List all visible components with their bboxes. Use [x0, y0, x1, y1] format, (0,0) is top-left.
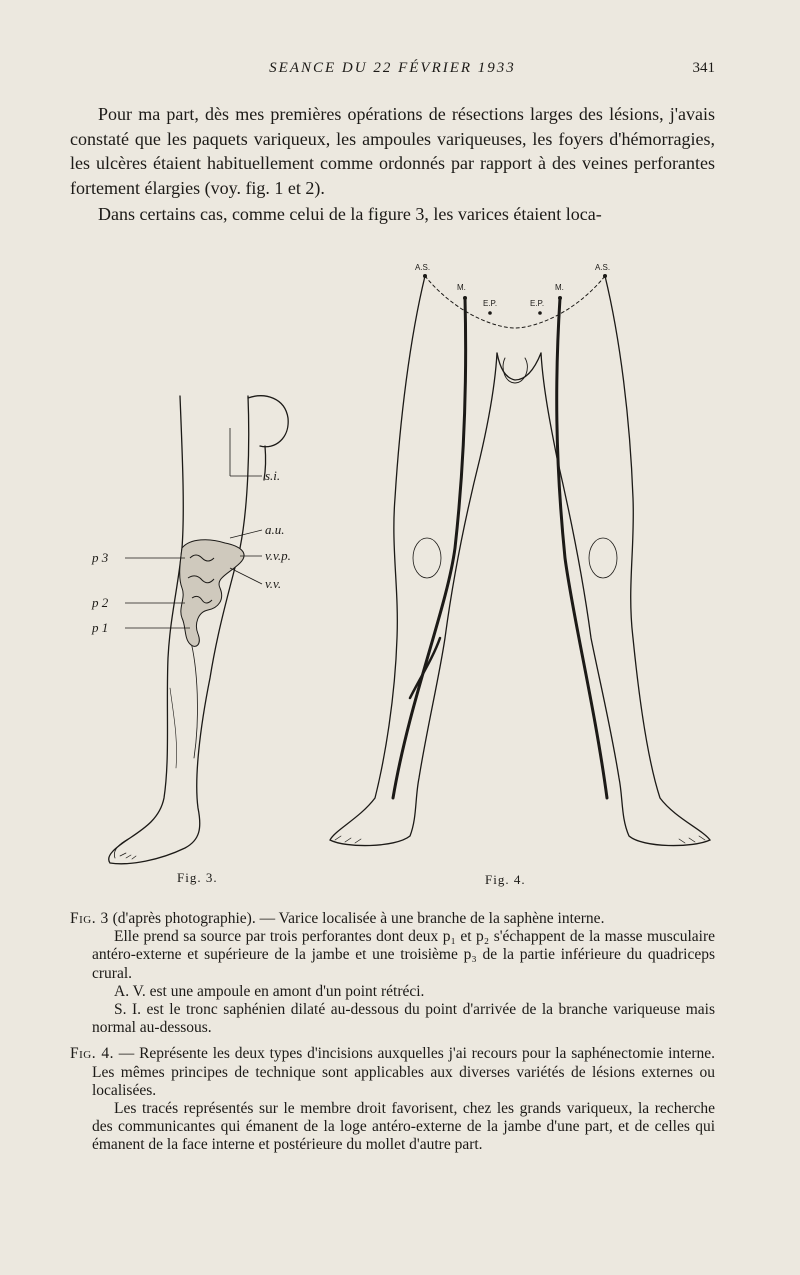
body-text [70, 102, 715, 227]
label-p1: p 1 [92, 620, 109, 635]
legend-fig-4-lead: — Représente les deux types d'incisions auxquelles j'ai recours pour la saphénectomie interne. Les mêmes principes de technique sont applicables aux diverses variétés de lésions externes ou localisées. [92, 1045, 715, 1099]
page-number: 341 [692, 60, 715, 76]
legend-fig-4 [70, 1045, 715, 1154]
legend-fig-3-label: Fig. 3 [70, 910, 109, 927]
label-p3: p 3 [92, 550, 109, 565]
label-au: a.u. [265, 522, 285, 537]
label-m-left: M. [457, 283, 466, 292]
label-as-left: A.S. [415, 263, 431, 272]
label-ep-right: E.P. [530, 299, 545, 308]
label-m-right: M. [555, 283, 564, 292]
legend-fig-3-line-2: A. V. est une ampoule en amont d'un point rétréci. [114, 982, 425, 1000]
figure-legends [70, 910, 715, 1163]
legend-fig-3 [70, 910, 715, 1037]
label-ep-left: E.P. [483, 299, 498, 308]
legend-fig-3-lead: (d'après photographie). — Varice localisée à une branche de la saphène interne. [112, 910, 605, 927]
figure-3-caption: Fig. 3. [177, 870, 218, 885]
figure-4-caption: Fig. 4. [485, 872, 526, 887]
label-as-right: A.S. [595, 263, 611, 272]
label-si: s.i. [265, 468, 281, 483]
label-p2: p 2 [92, 595, 109, 610]
legend-fig-4-line-1: Les tracés représentés sur le membre droit favorisent, chez les grands variqueux, la recherche des communicantes qui émanent de la loge antéro-externe de la jambe d'une part, et de celles qui émanent de la face interne et postérieure du mollet d'autre part. [92, 1100, 715, 1154]
label-vvp: v.v.p. [265, 548, 291, 563]
figure-3-illustration [90, 388, 350, 868]
figures-area [60, 258, 740, 898]
paragraph-1: Pour ma part, dès mes premières opérations de résections larges des lésions, j'avais constaté que les paquets variqueux, les ampoules variqueuses, les foyers d'hémorragies, les ulcères étaient habituellement comme ordonnés par rapport à des veines perforantes fortement élargies (voy. fig. 1 et 2). [70, 104, 715, 198]
figure-4-illustration [315, 258, 725, 868]
label-vv: v.v. [265, 576, 282, 591]
legend-fig-3-line-3: S. I. est le tronc saphénien dilaté au-dessous du point d'arrivée de la branche variqueuse mais normal au-dessous. [92, 1001, 715, 1037]
paragraph-2: Dans certains cas, comme celui de la figure 3, les varices étaient loca- [98, 204, 602, 224]
running-title: SEANCE DU 22 FÉVRIER 1933 [269, 60, 516, 76]
legend-fig-4-label: Fig. 4. [70, 1045, 115, 1063]
legend-fig-3-line-1: Elle prend sa source par trois perforantes dont deux p₁ et p₂ s'échappent de la masse musculaire antéro-externe et supérieure de la jambe et une troisième p₃ de la partie inférieure du quadriceps crural. [92, 928, 715, 982]
running-header [70, 60, 715, 86]
